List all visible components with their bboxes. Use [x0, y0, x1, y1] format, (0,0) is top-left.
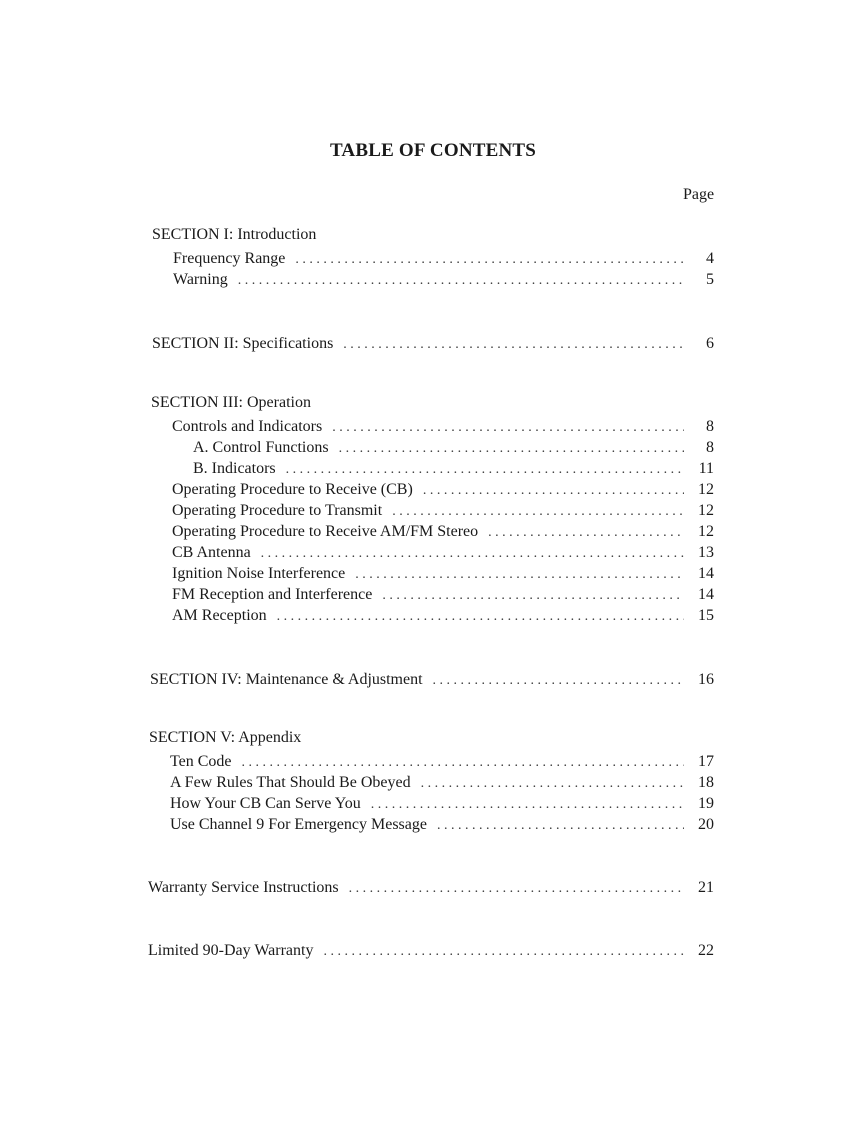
toc-entry-label: Use Channel 9 For Emergency Message — [170, 816, 427, 833]
toc-entry[interactable] — [172, 603, 714, 624]
toc-entry[interactable] — [148, 938, 714, 959]
toc-entry-page: 21 — [698, 879, 714, 896]
section-heading: SECTION I: Introduction — [152, 226, 317, 243]
toc-entry[interactable] — [173, 246, 714, 267]
toc-entry-page: 8 — [706, 439, 714, 456]
toc-entry[interactable] — [170, 770, 714, 791]
toc-entry-label: Frequency Range — [173, 250, 286, 267]
dot-leader — [238, 274, 684, 288]
toc-entry[interactable] — [173, 267, 714, 288]
toc-entry-label: SECTION IV: Maintenance & Adjustment — [150, 671, 423, 688]
toc-entry[interactable] — [193, 435, 714, 456]
toc-entry[interactable] — [172, 414, 714, 435]
toc-entry-page: 18 — [698, 774, 714, 791]
toc-entry-label: SECTION II: Specifications — [152, 335, 334, 352]
toc-entry-label: Limited 90-Day Warranty — [148, 942, 314, 959]
toc-entry-page: 6 — [706, 335, 714, 352]
dot-leader — [332, 421, 684, 435]
toc-entry-page: 12 — [698, 523, 714, 540]
dot-leader — [355, 568, 684, 582]
toc-entry-label: Operating Procedure to Receive (CB) — [172, 481, 413, 498]
toc-entry-page: 5 — [706, 271, 714, 288]
toc-entry-page: 17 — [698, 753, 714, 770]
dot-leader — [277, 610, 684, 624]
toc-entry-label: A Few Rules That Should Be Obeyed — [170, 774, 411, 791]
toc-entry[interactable] — [170, 791, 714, 812]
toc-entry-label: Warranty Service Instructions — [148, 879, 339, 896]
dot-leader — [242, 756, 684, 770]
toc-entry-label: A. Control Functions — [193, 439, 329, 456]
dot-leader — [261, 547, 684, 561]
toc-entry[interactable] — [193, 456, 714, 477]
dot-leader — [323, 945, 684, 959]
dot-leader — [295, 253, 684, 267]
toc-entry[interactable] — [172, 519, 714, 540]
dot-leader — [421, 777, 684, 791]
toc-entry[interactable] — [150, 667, 714, 688]
toc-entry-page: 20 — [698, 816, 714, 833]
section-heading: SECTION V: Appendix — [149, 729, 302, 746]
toc-entry-page: 22 — [698, 942, 714, 959]
toc-entry-page: 12 — [698, 502, 714, 519]
toc-entry-label: B. Indicators — [193, 460, 276, 477]
dot-leader — [433, 674, 684, 688]
toc-entry-page: 8 — [706, 418, 714, 435]
toc-entry-label: Operating Procedure to Transmit — [172, 502, 383, 519]
dot-leader — [371, 798, 684, 812]
toc-entry[interactable] — [172, 540, 714, 561]
toc-entry[interactable] — [152, 331, 714, 352]
toc-entry-page: 19 — [698, 795, 714, 812]
toc-entry-label: How Your CB Can Serve You — [170, 795, 361, 812]
toc-entry-label: Operating Procedure to Receive AM/FM Stereo — [172, 523, 479, 540]
toc-entry[interactable] — [148, 875, 714, 896]
dot-leader — [437, 819, 684, 833]
toc-entry[interactable] — [170, 812, 714, 833]
dot-leader — [423, 484, 684, 498]
toc-entry-page: 13 — [698, 544, 714, 561]
dot-leader — [339, 442, 684, 456]
toc-entry-page: 11 — [698, 460, 714, 477]
toc-entry-label: Controls and Indicators — [172, 418, 323, 435]
page-title: TABLE OF CONTENTS — [329, 140, 537, 161]
dot-leader — [382, 589, 684, 603]
toc-entry[interactable] — [172, 498, 714, 519]
page-column-label: Page — [683, 186, 715, 203]
toc-entry-label: AM Reception — [172, 607, 267, 624]
toc-entry-label: Ten Code — [170, 753, 232, 770]
toc-entry[interactable] — [172, 582, 714, 603]
toc-entry-label: Warning — [173, 271, 228, 288]
toc-entry-page: 14 — [698, 586, 714, 603]
dot-leader — [488, 526, 684, 540]
dot-leader — [392, 505, 684, 519]
toc-entry-label: Ignition Noise Interference — [172, 565, 346, 582]
toc-entry[interactable] — [170, 749, 714, 770]
toc-entry-page: 16 — [698, 671, 714, 688]
dot-leader — [349, 882, 684, 896]
toc-entry-label: CB Antenna — [172, 544, 251, 561]
toc-entry-label: FM Reception and Interference — [172, 586, 373, 603]
dot-leader — [343, 338, 684, 352]
dot-leader — [286, 463, 684, 477]
toc-entry-page: 4 — [706, 250, 714, 267]
toc-entry[interactable] — [172, 561, 714, 582]
toc-entry-page: 12 — [698, 481, 714, 498]
toc-entry-page: 14 — [698, 565, 714, 582]
toc-entry[interactable] — [172, 477, 714, 498]
section-heading: SECTION III: Operation — [151, 394, 311, 411]
toc-entry-page: 15 — [698, 607, 714, 624]
